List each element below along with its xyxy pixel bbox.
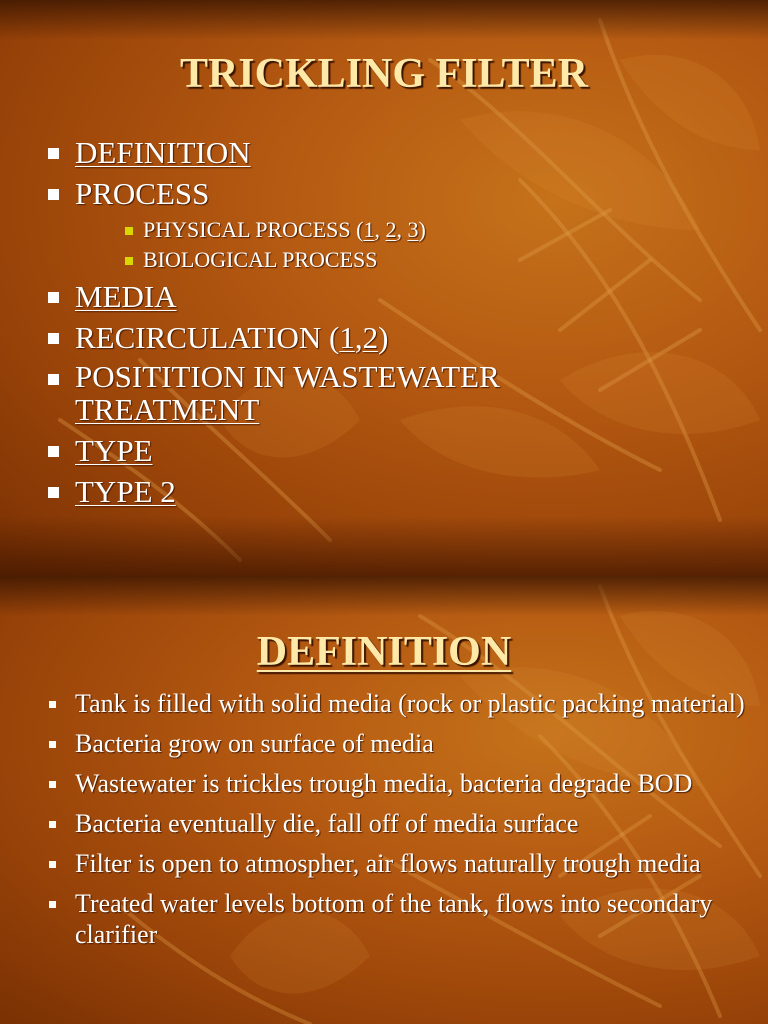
square-bullet-icon — [125, 227, 133, 235]
position-label: POSITITION IN WASTEWATER — [75, 359, 500, 394]
physical-process-link-1[interactable]: 1 — [363, 217, 375, 242]
square-bullet-icon — [48, 148, 59, 159]
square-bullet-icon — [49, 701, 56, 708]
list-item: Tank is filled with solid media (rock or plastic packing material) — [48, 688, 748, 719]
square-bullet-icon — [49, 861, 56, 868]
definition-list — [48, 688, 748, 959]
list-item-media — [48, 278, 748, 315]
list-item: Filter is open to atmospher, air flows naturally trough media — [48, 848, 748, 879]
square-bullet-icon — [49, 901, 56, 908]
list-item-definition — [48, 134, 748, 171]
recirculation-link-1[interactable]: 1 — [339, 320, 355, 355]
square-bullet-icon — [48, 374, 59, 385]
square-bullet-icon — [48, 189, 59, 200]
list-item-type-2 — [48, 473, 748, 510]
treatment-link[interactable]: TREATMENT — [75, 392, 260, 427]
type-2-link[interactable]: TYPE 2 — [75, 474, 176, 509]
square-bullet-icon — [48, 333, 59, 344]
type-link[interactable]: TYPE — [75, 433, 153, 468]
square-bullet-icon — [48, 487, 59, 498]
square-bullet-icon — [49, 741, 56, 748]
list-item: Treated water levels bottom of the tank, flows into secondary clarifier — [48, 888, 748, 950]
square-bullet-icon — [125, 257, 133, 265]
slide-title: DEFINITION — [256, 629, 512, 675]
topic-list — [48, 134, 748, 514]
list-item-position — [48, 360, 748, 426]
list-item: Bacteria grow on surface of media — [48, 728, 748, 759]
biological-process-label: BIOLOGICAL PROCESS — [143, 247, 378, 272]
square-bullet-icon — [49, 821, 56, 828]
slide-title: TRICKLING FILTER — [179, 51, 589, 97]
list-item-type — [48, 432, 748, 469]
square-bullet-icon — [48, 446, 59, 457]
square-bullet-icon — [49, 781, 56, 788]
physical-process-link-2[interactable]: 2 — [385, 217, 397, 242]
physical-process-link-3[interactable]: 3 — [407, 217, 419, 242]
list-item-recirculation: RECIRCULATION (1,2) — [48, 319, 748, 356]
list-item: Bacteria eventually die, fall off of media surface — [48, 808, 748, 839]
list-item-biological-process — [48, 246, 748, 274]
square-bullet-icon — [48, 292, 59, 303]
list-item-process — [48, 175, 748, 212]
recirculation-link-2[interactable]: 2 — [362, 320, 379, 355]
slide-definition — [0, 576, 768, 1024]
list-item-physical-process: PHYSICAL PROCESS (1, 2, 3) — [48, 216, 748, 244]
process-label: PROCESS — [75, 176, 210, 211]
list-item: Wastewater is trickles trough media, bacteria degrade BOD — [48, 768, 748, 799]
media-link[interactable]: MEDIA — [75, 279, 177, 314]
definition-link[interactable]: DEFINITION — [75, 135, 251, 170]
